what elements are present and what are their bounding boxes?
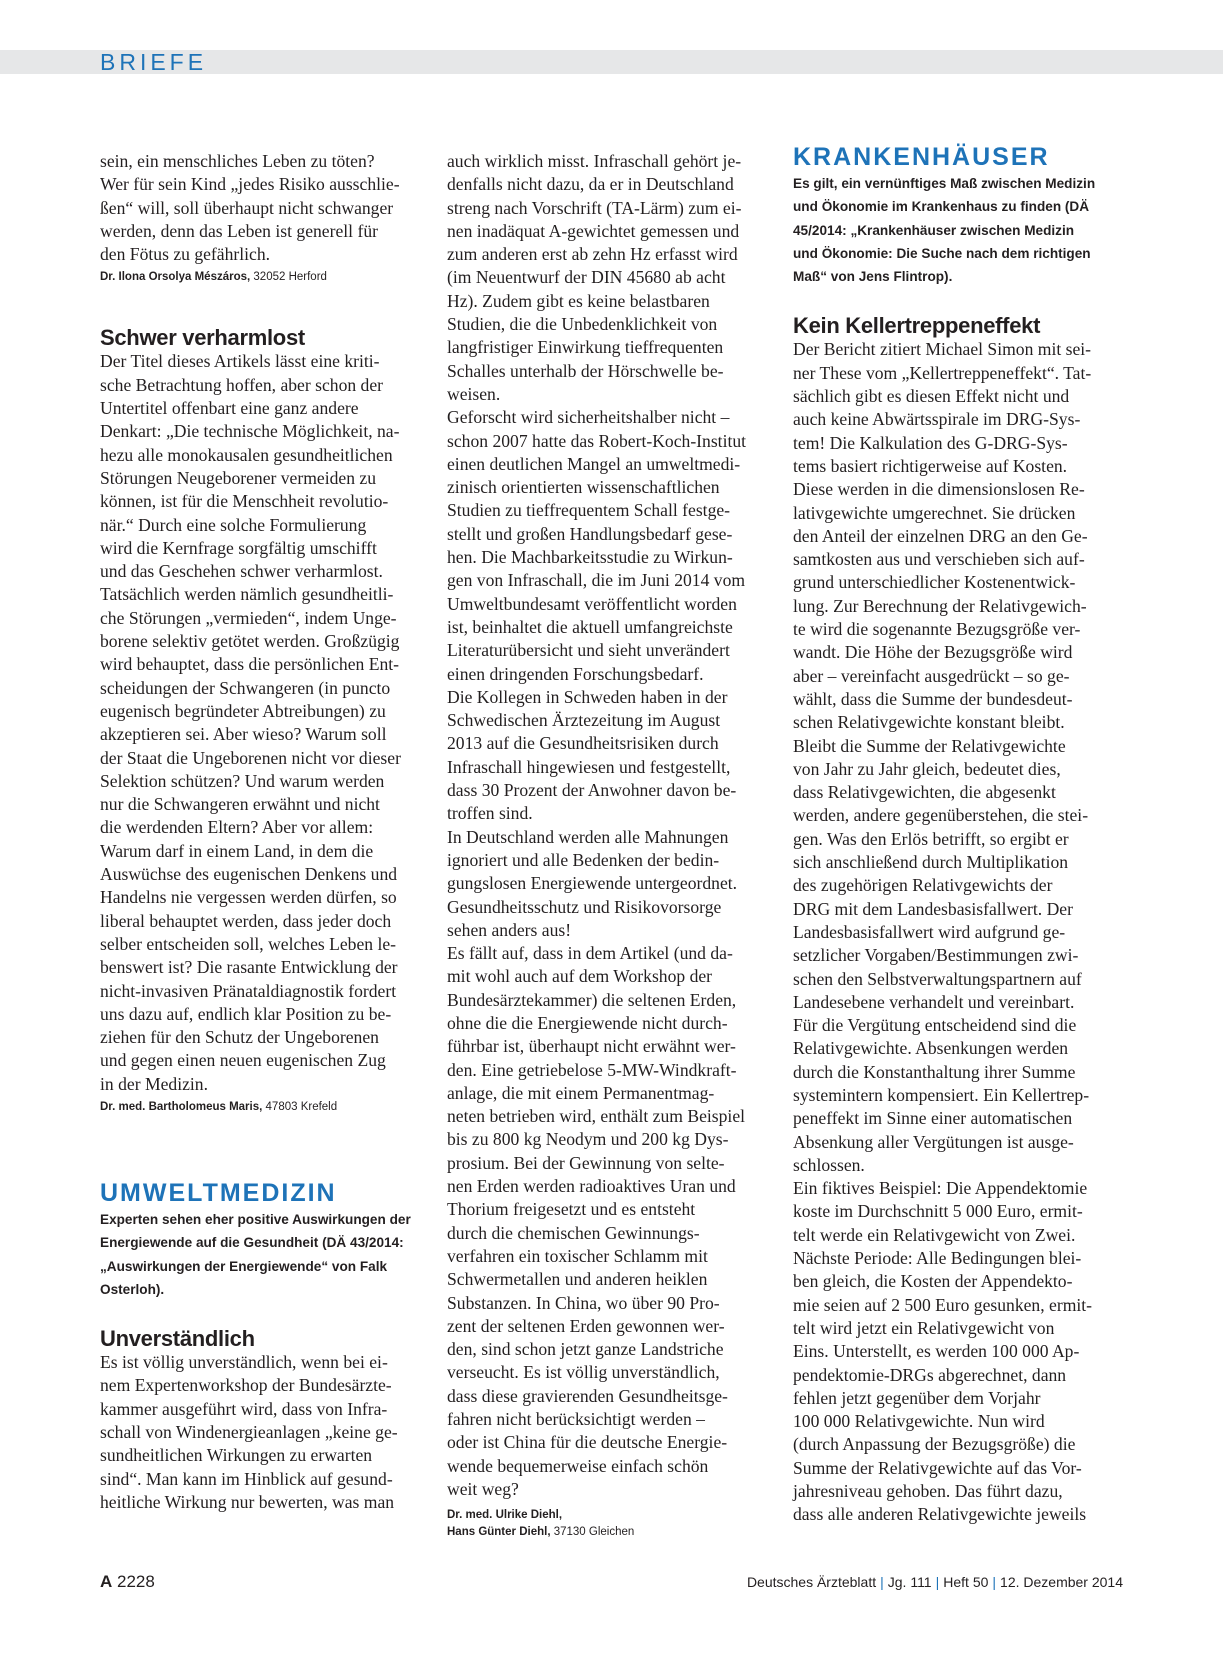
text-line: fahren nicht berücksichtigt werden – <box>447 1409 705 1430</box>
text-line: Diese werden in die dimensionslosen Re- <box>793 479 1085 500</box>
text-line: Der Bericht zitiert Michael Simon mit sei- <box>793 339 1092 360</box>
text-line: Der Titel dieses Artikels lässt eine kriti- <box>100 351 380 372</box>
text-line: Studien zu tieffrequentem Schall festge- <box>447 500 731 521</box>
text-line: und Ökonomie im Krankenhaus zu finden (DÄ <box>793 199 1090 215</box>
text-line: sind“. Man kann im Hinblick auf gesund- <box>100 1468 393 1489</box>
text-line: kammer ausgeführt wird, dass von Infra- <box>100 1398 388 1419</box>
page-number <box>100 1572 155 1592</box>
text-line: zinisch orientierten wissenschaftlichen <box>447 477 720 498</box>
text-line: Bundesärztekammer) die seltenen Erden, <box>447 989 737 1010</box>
text-line: sich anschließend durch Multiplikation <box>793 852 1069 873</box>
text-line: scheidungen der Schwangeren (in puncto <box>100 677 391 698</box>
text-line: te wird die sogenannte Bezugsgröße ver- <box>793 619 1081 640</box>
text-line: lung. Zur Berechnung der Relativgewich- <box>793 595 1087 616</box>
text-line: Relativgewichte. Absenkungen werden <box>793 1038 1069 1059</box>
text-line: gen von Infraschall, die im Juni 2014 vom <box>447 570 746 591</box>
text-line: gen. Was den Erlös betrifft, so ergibt er <box>793 828 1069 849</box>
text-line: Substanzen. In China, wo über 90 Pro- <box>447 1292 720 1313</box>
text-line: tem! Die Kalkulation des G-DRG-Sys- <box>793 432 1068 453</box>
text-line: prosium. Bei der Gewinnung von selte- <box>447 1152 725 1173</box>
text-line: werden, denn das Leben ist generell für <box>100 220 378 241</box>
text-line: Handelns nie vergessen werden dürfen, so <box>100 887 397 908</box>
text-line: dass alle anderen Relativgewichte jeweils <box>793 1504 1087 1525</box>
text-line: nen inadäquat A-gewichtet gemessen und <box>447 220 740 241</box>
separator: | <box>880 1574 884 1590</box>
text-line: när.“ Durch eine solche Formulierung <box>100 514 367 535</box>
text-line: (durch Anpassung der Bezugsgröße) die <box>793 1434 1076 1455</box>
text-line: benswert ist? Die rasante Entwicklung der <box>100 957 398 978</box>
text-line: mit wohl auch auf dem Workshop der <box>447 966 713 987</box>
text-line: Eins. Unterstellt, es werden 100 000 Ap- <box>793 1341 1080 1362</box>
text-line: Umweltbundesamt veröffentlicht worden <box>447 593 737 614</box>
text-line: neten betrieben wird, enthält zum Beispiel <box>447 1106 746 1127</box>
text-line: koste im Durchschnitt 5 000 Euro, ermit- <box>793 1201 1083 1222</box>
column-3 <box>793 143 1123 1527</box>
text-line: mie seien auf 2 500 Euro gesunken, ermit- <box>793 1294 1093 1315</box>
text-line: dass diese gravierenden Gesundheitsge- <box>447 1385 728 1406</box>
text-line: führbar ist, überhaupt nicht erwähnt wer- <box>447 1036 736 1057</box>
text-line: einen dringenden Forschungsbedarf. <box>447 663 704 684</box>
letter-heading: Schwer verharmlost <box>100 325 305 351</box>
text-line: Experten sehen eher positive Auswirkungen der <box>100 1211 411 1227</box>
text-line: Bleibt die Summe der Relativgewichte <box>793 735 1066 756</box>
text-line: des zugehörigen Relativgewichts der <box>793 875 1053 896</box>
text-line: den, sind schon jetzt ganze Landstriche <box>447 1339 724 1360</box>
text-line: telt wird jetzt ein Relativgewicht von <box>793 1317 1055 1338</box>
author-place: 37130 Gleichen <box>550 1526 635 1539</box>
text-line: stellt und großen Handlungsbedarf gese- <box>447 523 733 544</box>
text-line: weit weg? <box>447 1478 519 1499</box>
text-line: streng nach Vorschrift (TA-Lärm) zum ei- <box>447 197 742 218</box>
text-line: „Auswirkungen der Energiewende“ von Falk <box>100 1258 388 1274</box>
text-line: uns dazu auf, endlich klar Position zu be- <box>100 1003 392 1024</box>
text-line: den. Eine getriebelose 5-MW-Windkraft- <box>447 1059 737 1080</box>
text-line: wird behauptet, dass die persönlichen Ent- <box>100 654 400 675</box>
text-line: aber – vereinfacht ausgedrückt – so ge- <box>793 665 1070 686</box>
text-line: verseucht. Es ist völlig unverständlich, <box>447 1362 720 1383</box>
text-line: hezu alle monokausalen gesundheitlichen <box>100 444 393 465</box>
text-line: DRG mit dem Landesbasisfallwert. Der <box>793 898 1073 919</box>
text-line: jahresniveau gehoben. Das führt dazu, <box>793 1481 1063 1502</box>
text-line: Störungen Neugeborener vermeiden zu <box>100 467 377 488</box>
text-line: sundheitlichen Wirkungen zu erwarten <box>100 1445 373 1466</box>
letter-body <box>447 150 777 1501</box>
rubric-heading: UMWELTMEDIZIN <box>100 1178 337 1207</box>
text-line: nen Erden werden radioaktives Uran und <box>447 1176 736 1197</box>
text-line: wandt. Die Höhe der Bezugsgröße wird <box>793 642 1073 663</box>
text-line: Thorium freigesetzt und es entsteht <box>447 1199 696 1220</box>
text-line: zent der seltenen Erden gewonnen wer- <box>447 1315 725 1336</box>
author-name: Dr. med. Ulrike Diehl, <box>447 1509 563 1522</box>
text-line: pendektomie-DRGs abgerechnet, dann <box>793 1364 1067 1385</box>
text-line: Geforscht wird sicherheitshalber nicht – <box>447 407 730 428</box>
text-line: weisen. <box>447 383 501 404</box>
signature <box>447 1507 777 1524</box>
text-line: oder ist China für die deutsche Energie- <box>447 1432 728 1453</box>
letter-heading: Unverständlich <box>100 1326 255 1352</box>
journal-volume: Jg. 111 <box>887 1574 932 1590</box>
text-line: nur die Schwangeren erwähnt und nicht <box>100 794 380 815</box>
text-line: Es ist völlig unverständlich, wenn bei ei- <box>100 1352 388 1373</box>
text-line: ßen“ will, soll überhaupt nicht schwanger <box>100 197 394 218</box>
text-line: selber entscheiden soll, welches Leben le- <box>100 933 397 954</box>
text-line: Warum darf in einem Land, in dem die <box>100 840 374 861</box>
text-line: 45/2014: „Krankenhäuser zwischen Medizin <box>793 222 1075 238</box>
page-value: 2228 <box>117 1572 155 1591</box>
text-line: einen deutlichen Mangel an umweltmedi- <box>447 453 741 474</box>
text-line: samtkosten aus und verschieben sich auf- <box>793 549 1085 570</box>
text-line: wird die Kernfrage sorgfältig umschifft <box>100 537 377 558</box>
author-place: 47803 Krefeld <box>262 1100 338 1113</box>
text-line: Tatsächlich werden nämlich gesundheitli- <box>100 584 394 605</box>
text-line: peneffekt im Sinne einer automatischen <box>793 1108 1073 1129</box>
text-line: Für die Vergütung entscheidend sind die <box>793 1015 1077 1036</box>
signature <box>100 1099 430 1116</box>
text-line: Maß“ von Jens Flintrop). <box>793 269 953 285</box>
text-line: dass Relativgewichten, die abgesenkt <box>793 782 1056 803</box>
rubric-intro <box>100 1208 430 1301</box>
text-line: Osterloh). <box>100 1281 165 1297</box>
letter-body <box>100 1351 430 1514</box>
text-line: Untertitel offenbart eine ganz andere <box>100 398 359 419</box>
text-line: Absenkung aller Vergütungen ist ausge- <box>793 1131 1074 1152</box>
text-line: ben gleich, die Kosten der Appendekto- <box>793 1271 1073 1292</box>
rubric-heading: KRANKENHÄUSER <box>793 143 1050 171</box>
separator: | <box>992 1574 997 1590</box>
text-line: den Fötus zu gefährlich. <box>100 244 271 265</box>
author-name: Dr. med. Bartholomeus Maris, <box>100 1100 263 1113</box>
text-line: und gegen einen neuen eugenischen Zug <box>100 1050 386 1071</box>
text-line: sächlich gibt es diesen Effekt nicht und <box>793 386 1070 407</box>
text-line: auch keine Abwärtsspirale im DRG-Sys- <box>793 409 1081 430</box>
text-line: schen Relativgewichte konstant bleibt. <box>793 712 1065 733</box>
text-line: denfalls nicht dazu, da er in Deutschland <box>447 174 734 195</box>
text-line: grund unterschiedlicher Kostenentwick- <box>793 572 1076 593</box>
text-line: Denkart: „Die technische Möglichkeit, na- <box>100 421 400 442</box>
text-line: Wer für sein Kind „jedes Risiko ausschlie- <box>100 174 400 195</box>
text-line: Schalles unterhalb der Hörschwelle be- <box>447 360 724 381</box>
column-1 <box>100 150 430 1514</box>
column-2 <box>447 150 777 1541</box>
text-line: und das Geschehen schwer verharmlost. <box>100 561 383 582</box>
text-line: In Deutschland werden alle Mahnungen <box>447 826 729 847</box>
text-line: ner These vom „Kellertreppeneffekt“. Tat- <box>793 362 1092 383</box>
text-line: Landesbasisfallwert wird aufgrund ge- <box>793 921 1066 942</box>
text-line: bis zu 800 kg Neodym und 200 kg Dys- <box>447 1129 729 1150</box>
text-line: Energiewende auf die Gesundheit (DÄ 43/2014: <box>100 1235 404 1251</box>
text-line: Gesundheitsschutz und Risikovorsorge <box>447 896 722 917</box>
text-line: schlossen. <box>793 1154 865 1175</box>
text-line: 2013 auf die Gesundheitsrisiken durch <box>447 733 719 754</box>
text-line: ohne die die Energiewende nicht durch- <box>447 1012 728 1033</box>
text-line: von Jahr zu Jahr gleich, bedeutet dies, <box>793 758 1061 779</box>
text-line: werden, andere gegenüberstehen, die stei- <box>793 805 1089 826</box>
text-line: Hz). Zudem gibt es keine belastbaren <box>447 290 710 311</box>
text-line: setzlicher Vorgaben/Bestimmungen zwi- <box>793 945 1079 966</box>
text-line: akzeptieren sei. Aber wieso? Warum soll <box>100 724 387 745</box>
text-line: Es fällt auf, dass in dem Artikel (und da- <box>447 943 733 964</box>
text-line: in der Medizin. <box>100 1073 208 1094</box>
text-line: borene selektiv getötet werden. Großzügig <box>100 631 400 652</box>
text-line: lativgewichte umgerechnet. Sie drücken <box>793 502 1076 523</box>
text-line: Infraschall hingewiesen und festgestellt, <box>447 756 731 777</box>
text-line: und Ökonomie: Die Suche nach dem richtigen <box>793 245 1091 261</box>
text-line: Schwermetallen und anderen heiklen <box>447 1269 708 1290</box>
letter-body <box>100 350 430 1096</box>
text-line: schen den Selbstverwaltungspartnern auf <box>793 968 1082 989</box>
text-line: Schwedischen Ärztezeitung im August <box>447 710 721 731</box>
text-line: Studien, die die Unbedenklichkeit von <box>447 314 718 335</box>
text-line: telt werde ein Relativgewicht von Zwei. <box>793 1224 1076 1245</box>
text-line: heitliche Wirkung nur bewerten, was man <box>100 1491 395 1512</box>
text-line: (im Neuentwurf der DIN 45680 ab acht <box>447 267 726 288</box>
text-line: durch die chemischen Gewinnungs- <box>447 1222 700 1243</box>
text-line: troffen sind. <box>447 803 533 824</box>
text-line: sche Betrachtung hoffen, aber schon der <box>100 374 384 395</box>
journal-date: 12. Dezember 2014 <box>1000 1574 1123 1590</box>
letter-heading: Kein Kellertreppeneffekt <box>793 313 1041 339</box>
text-line: Summe der Relativgewichte auf das Vor- <box>793 1457 1082 1478</box>
text-line: Auswüchse des eugenischen Denkens und <box>100 864 398 885</box>
text-line: Selektion schützen? Und warum werden <box>100 770 385 791</box>
text-line: tems basiert richtigerweise auf Kosten. <box>793 455 1068 476</box>
text-line: schall von Windenergieanlagen „keine ge- <box>100 1422 398 1443</box>
text-line: nicht-invasiven Pränataldiagnostik fordert <box>100 980 397 1001</box>
text-line: auch wirklich misst. Infraschall gehört je- <box>447 151 742 171</box>
text-line: sehen anders aus! <box>447 919 572 940</box>
text-line: durch die Konstanthaltung ihrer Summe <box>793 1061 1076 1082</box>
text-line: gungslosen Energiewende untergeordnet. <box>447 873 738 894</box>
text-line: ist, beinhaltet die aktuell umfangreichste <box>447 616 733 637</box>
text-line: eugenisch begründeter Abtreibungen) zu <box>100 700 386 721</box>
author-place: 32052 Herford <box>250 271 327 284</box>
text-line: wählt, dass die Summe der bundesdeut- <box>793 688 1073 709</box>
text-line: wende bequemerweise einfach schön <box>447 1455 709 1476</box>
text-line: ignoriert und alle Bedenken der bedin- <box>447 849 720 870</box>
text-line: langfristiger Einwirkung tieffrequenten <box>447 337 724 358</box>
text-line: fehlen jetzt gegenüber dem Vorjahr <box>793 1387 1041 1408</box>
text-line: dass 30 Prozent der Anwohner davon be- <box>447 780 737 801</box>
separator: | <box>935 1574 940 1590</box>
text-line: können, ist für die Menschheit revolutio- <box>100 491 389 512</box>
text-line: Literaturübersicht und sieht unverändert <box>447 640 730 661</box>
text-line: Die Kollegen in Schweden haben in der <box>447 686 728 707</box>
text-line: 100 000 Relativgewichte. Nun wird <box>793 1411 1045 1432</box>
text-line: schon 2007 hatte das Robert-Koch-Institut <box>447 430 747 451</box>
text-line: zum anderen erst ab zehn Hz erfasst wird <box>447 244 738 265</box>
page-prefix: A <box>100 1572 113 1591</box>
letter-body <box>793 338 1123 1526</box>
text-line: ziehen für den Schutz der Ungeborenen <box>100 1027 379 1048</box>
text-line: hen. Die Machbarkeitsstudie zu Wirkun- <box>447 547 733 568</box>
text-line: Landesebene verhandelt und vereinbart. <box>793 991 1075 1012</box>
author-name: Dr. Ilona Orsolya Mészáros, <box>100 271 251 284</box>
signature <box>447 1524 777 1541</box>
rubric-intro <box>793 172 1123 288</box>
text-line: che Störungen „vermieden“, indem Unge- <box>100 607 397 628</box>
journal-name: Deutsches Ärzteblatt <box>746 1574 877 1590</box>
journal-info <box>747 1574 1123 1590</box>
text-line: systemintern kompensiert. Ein Kellertrep- <box>793 1084 1090 1105</box>
author-name: Hans Günter Diehl, <box>447 1526 551 1539</box>
text-line: verfahren ein toxischer Schlamm mit <box>447 1245 708 1266</box>
text-line: Nächste Periode: Alle Bedingungen blei- <box>793 1248 1082 1269</box>
text-line: der Staat die Ungeborenen nicht vor dieser <box>100 747 401 768</box>
section-label: BRIEFE <box>100 49 208 75</box>
text-line: liberal behauptet werden, dass jeder doch <box>100 910 392 931</box>
text-line: die werdenden Eltern? Aber vor allem: <box>100 817 374 838</box>
lead-text <box>100 150 430 266</box>
signature <box>100 269 430 286</box>
text-line: nem Expertenworkshop der Bundesärzte- <box>100 1375 392 1396</box>
text-line: Ein fiktives Beispiel: Die Appendektomie <box>793 1178 1088 1199</box>
journal-issue: Heft 50 <box>943 1574 989 1590</box>
text-line: den Anteil der einzelnen DRG an den Ge- <box>793 525 1088 546</box>
text-line: anlage, die mit einem Permanentmag- <box>447 1082 715 1103</box>
text-line: Es gilt, ein vernünftiges Maß zwischen Medizin <box>793 176 1096 191</box>
text-line: sein, ein menschliches Leben zu töten? <box>100 151 375 171</box>
